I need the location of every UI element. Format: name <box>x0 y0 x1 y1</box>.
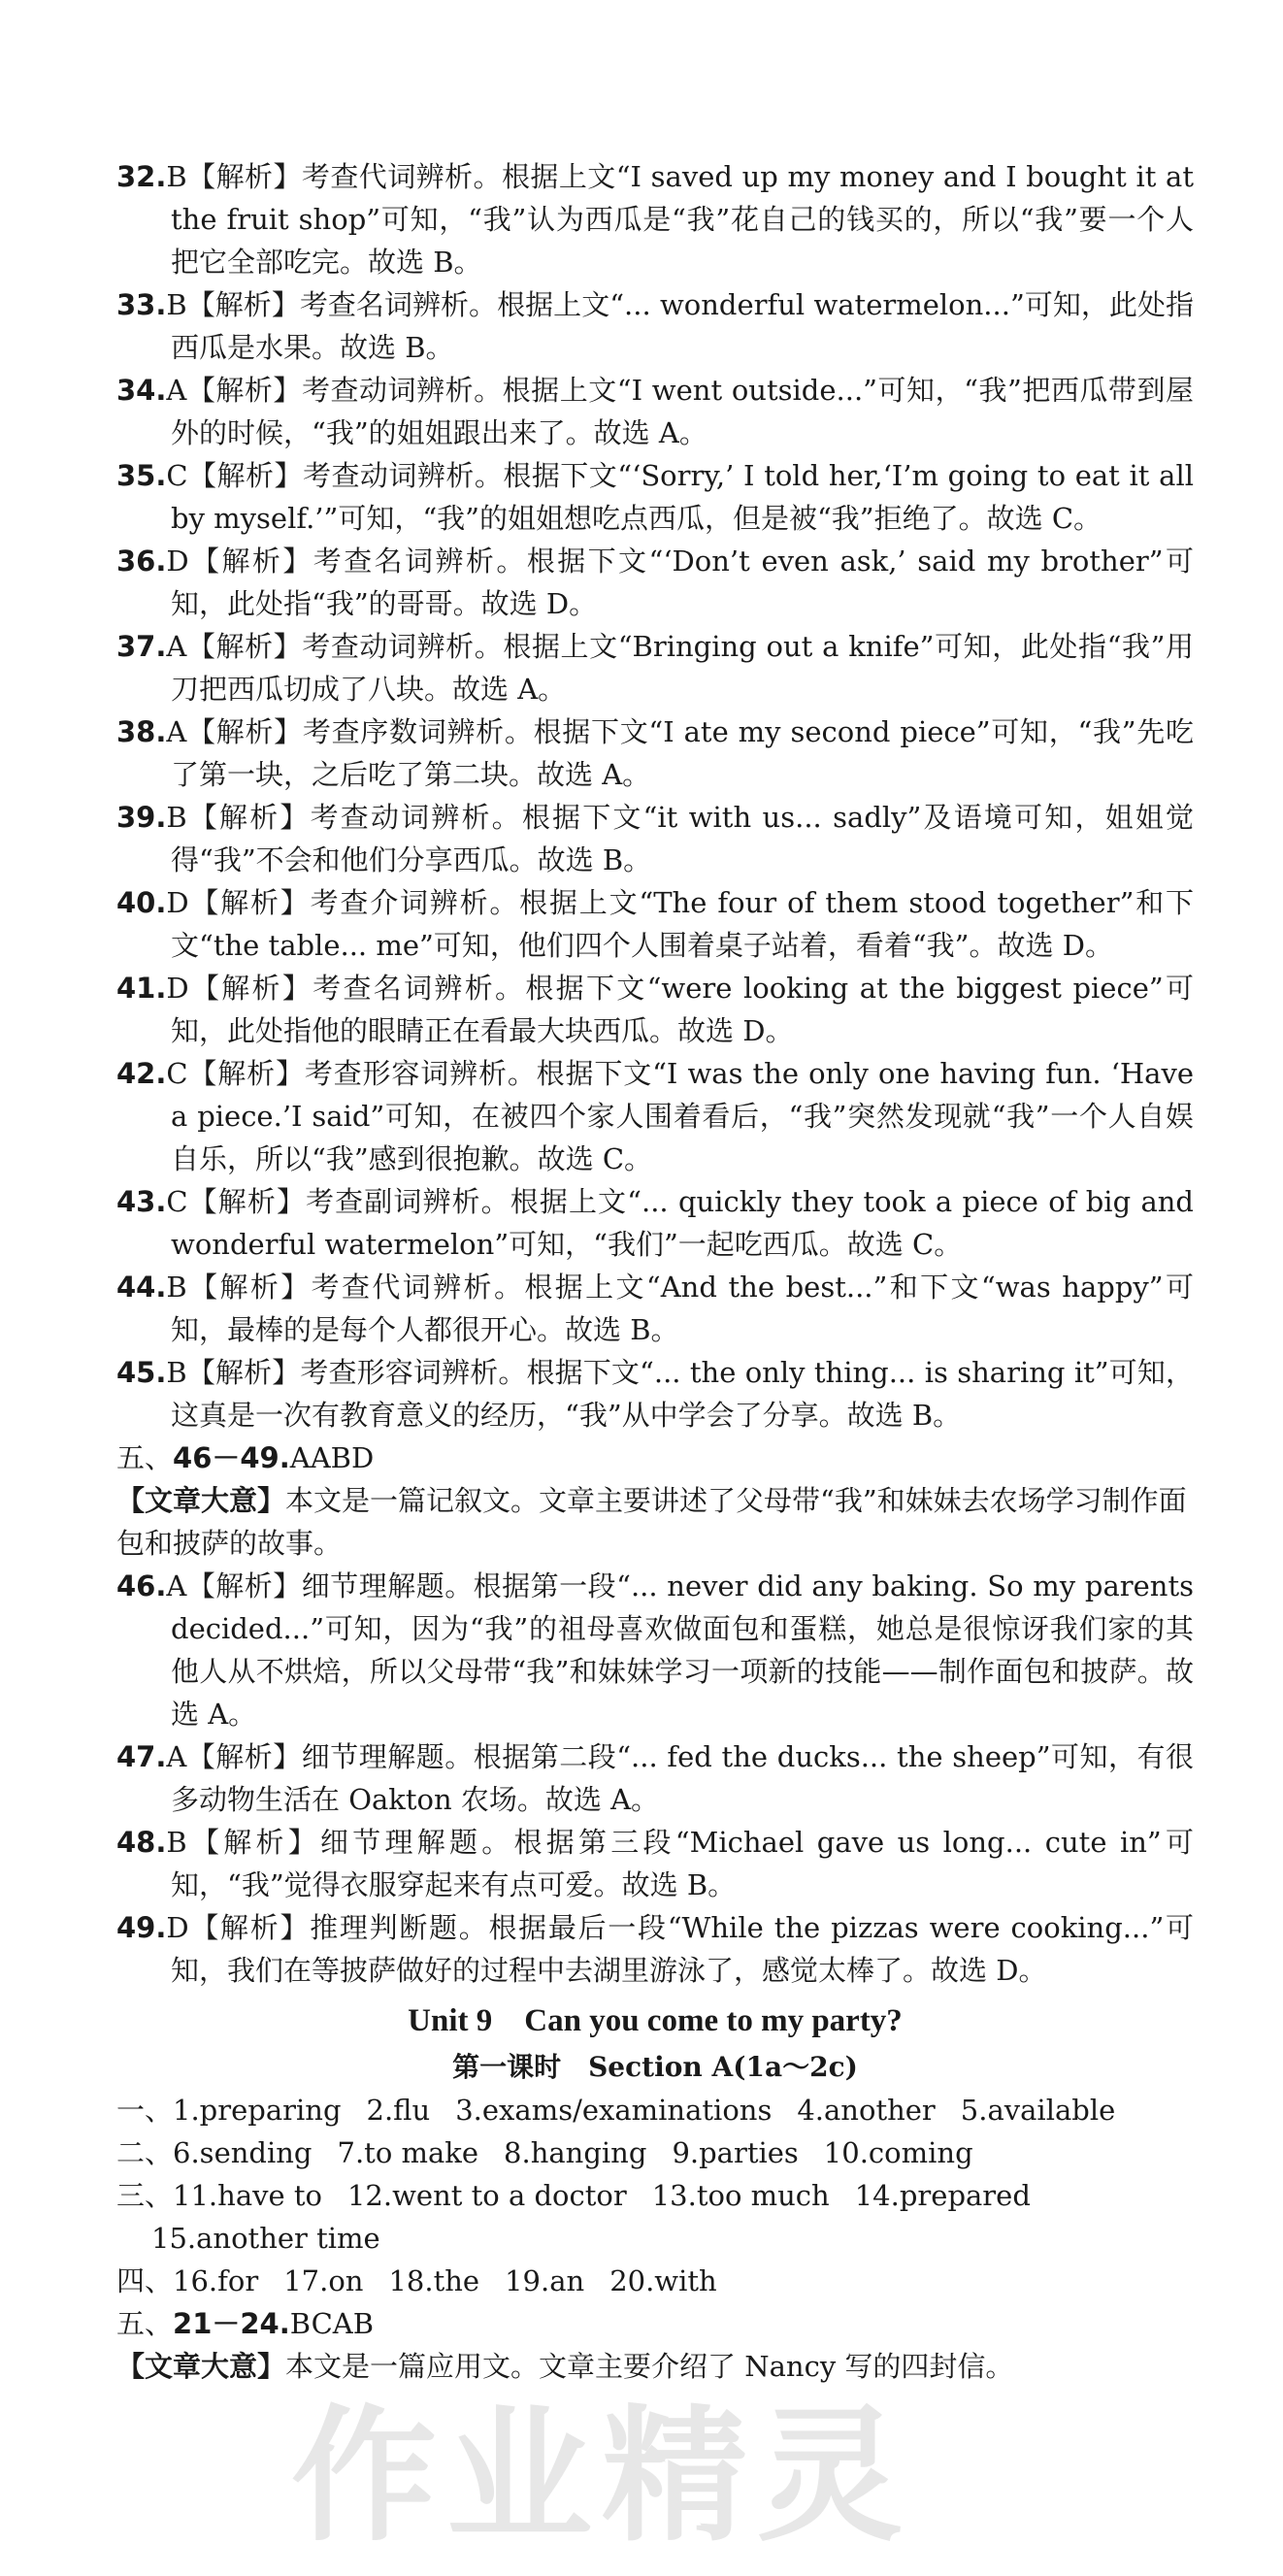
answer-item: 3.exams/examinations <box>455 2094 773 2127</box>
explanation-text: D【解析】考查介词辨析。根据上文“The four of them stood together”和下文“the table... me”可知，他们四个人围着桌子站着，看着“我”。故选 D。 <box>166 886 1194 962</box>
question-number: 42. <box>116 1057 167 1090</box>
answer-item: 10.coming <box>823 2136 973 2169</box>
explanation-text: B【解析】考查形容词辨析。根据下文“... the only thing... is sharing it”可知，这真是一次有教育意义的经历，“我”从中学会了分享。故选 B。 <box>166 1356 1194 1432</box>
explanation-item <box>116 1821 1194 1906</box>
lesson-title: 第一课时 Section A(1a～2c) <box>452 2051 858 2083</box>
answer-item: 6.sending <box>173 2136 313 2169</box>
explanation-text: A【解析】细节理解题。根据第一段“... never did any baking. So my parents decided...”可知，因为“我”的祖母喜欢做面包和蛋糕，她总是很惊讶我们家的其他人从不烘焙，所以父母带“我”和妹妹学习一项新的技能——制作面包和披萨。故选 A。 <box>166 1569 1194 1731</box>
explanation-item <box>116 796 1194 881</box>
explanation-item <box>116 967 1194 1052</box>
summary-1-tag: 【文章大意】 <box>116 1484 286 1517</box>
answer-rows <box>116 2089 1194 2302</box>
section-5b-answers <box>116 2302 1194 2345</box>
explanation-item <box>116 625 1194 710</box>
summary-2-text: 本文是一篇应用文。文章主要介绍了 Nancy 写的四封信。 <box>285 2350 1014 2383</box>
explanation-item <box>116 155 1194 283</box>
article-summary-1 <box>116 1479 1194 1565</box>
answer-item: 11.have to <box>173 2179 322 2212</box>
answer-item: 12.went to a doctor <box>346 2179 627 2212</box>
answer-item: 16.for <box>173 2264 259 2297</box>
section-5-answers <box>116 1437 1194 1479</box>
answer-item: 13.too much <box>651 2179 830 2212</box>
explanation-text: B【解析】细节理解题。根据第三段“Michael gave us long... cute in”可知，“我”觉得衣服穿起来有点可爱。故选 B。 <box>166 1826 1194 1901</box>
answer-item: 9.parties <box>672 2136 799 2169</box>
question-number: 46. <box>116 1569 167 1602</box>
section-5-range: 46－49. <box>173 1441 290 1474</box>
explanation-text: D【解析】推理判断题。根据最后一段“While the pizzas were cooking...”可知，我们在等披萨做好的过程中去湖里游泳了，感觉太棒了。故选 D。 <box>166 1911 1194 1987</box>
explanation-text: A【解析】考查序数词辨析。根据下文“I ate my second piece”可知，“我”先吃了第一块，之后吃了第二块。故选 A。 <box>166 715 1194 791</box>
answer-item: 18.the <box>388 2264 480 2297</box>
explanation-item <box>116 1266 1194 1351</box>
answer-item: 20.with <box>609 2264 717 2297</box>
answer-item: 19.an <box>505 2264 585 2297</box>
explanation-text: D【解析】考查名词辨析。根据下文“were looking at the biggest piece”可知，此处指他的眼睛正在看最大块西瓜。故选 D。 <box>166 972 1194 1047</box>
question-number: 43. <box>116 1185 167 1218</box>
answer-row-label: 四、 <box>116 2264 174 2297</box>
answer-item: 2.flu <box>366 2094 431 2127</box>
answer-row <box>116 2174 1194 2217</box>
question-number: 40. <box>116 886 167 919</box>
answer-row <box>116 2260 1194 2302</box>
answer-item: 17.on <box>283 2264 364 2297</box>
explanation-text: B【解析】考查代词辨析。根据上文“And the best...”和下文“was happy”可知，最棒的是每个人都很开心。故选 B。 <box>166 1271 1194 1346</box>
section-5b-label: 五、 <box>116 2307 174 2340</box>
explanation-text: A【解析】细节理解题。根据第二段“... fed the ducks... the sheep”可知，有很多动物生活在 Oakton 农场。故选 A。 <box>166 1740 1194 1816</box>
answer-item: 4.another <box>797 2094 936 2127</box>
answer-item: 8.hanging <box>504 2136 647 2169</box>
answer-row <box>116 2131 1194 2174</box>
question-number: 36. <box>116 545 167 578</box>
section-5b-range: 21－24. <box>173 2307 290 2340</box>
explanation-text: C【解析】考查副词辨析。根据上文“... quickly they took a piece of big and wonderful watermelon”可知，“我们”一起吃西瓜。故选 C。 <box>166 1185 1194 1261</box>
answer-item: 5.available <box>960 2094 1116 2127</box>
question-number: 49. <box>116 1911 167 1944</box>
explanation-item <box>116 881 1194 967</box>
answer-row-label: 一、 <box>116 2094 174 2127</box>
explanation-text: B【解析】考查动词辨析。根据下文“it with us... sadly”及语境可知，姐姐觉得“我”不会和他们分享西瓜。故选 B。 <box>166 801 1194 876</box>
explanation-item <box>116 540 1194 625</box>
answer-item: 7.to make <box>337 2136 479 2169</box>
explanations-32-45 <box>116 155 1194 1437</box>
explanation-item <box>116 1906 1194 1992</box>
answer-item: 14.prepared <box>854 2179 1031 2212</box>
explanation-item <box>116 1052 1194 1180</box>
question-number: 37. <box>116 630 167 663</box>
explanation-text: A【解析】考查动词辨析。根据上文“I went outside...”可知，“我”把西瓜带到屋外的时候，“我”的姐姐跟出来了。故选 A。 <box>166 374 1194 449</box>
summary-1-text: 本文是一篇记叙文。文章主要讲述了父母带“我”和妹妹去农场学习制作面包和披萨的故事。 <box>116 1484 1187 1560</box>
explanation-item <box>116 710 1194 796</box>
explanation-item <box>116 454 1194 540</box>
watermark-logo: 作业精灵 <box>291 2393 913 2561</box>
explanations-46-49 <box>116 1565 1194 1992</box>
answer-row-label: 三、 <box>116 2179 174 2212</box>
question-number: 48. <box>116 1826 167 1859</box>
question-number: 34. <box>116 374 167 407</box>
question-number: 33. <box>116 288 167 321</box>
question-number: 35. <box>116 459 167 492</box>
answer-page <box>116 155 1194 2388</box>
question-number: 39. <box>116 801 167 834</box>
question-number: 45. <box>116 1356 167 1389</box>
explanation-item <box>116 1735 1194 1821</box>
question-number: 44. <box>116 1271 167 1304</box>
explanation-text: B【解析】考查代词辨析。根据上文“I saved up my money and I bought it at the fruit shop”可知，“我”认为西瓜是“我”花自己的钱买的，所以“我”要一个人把它全部吃完。故选 B。 <box>166 160 1194 279</box>
section-5b-answers-text: BCAB <box>289 2307 375 2340</box>
summary-2-tag: 【文章大意】 <box>116 2350 286 2383</box>
unit-title: Unit 9 Can you come to my party? <box>408 2003 903 2038</box>
answer-item: 15.another time <box>151 2222 380 2255</box>
question-number: 38. <box>116 715 167 748</box>
answer-item: 1.preparing <box>173 2094 342 2127</box>
question-number: 47. <box>116 1740 167 1773</box>
explanation-item <box>116 283 1194 369</box>
explanation-text: C【解析】考查动词辨析。根据下文“‘Sorry,’ I told her,‘I’m going to eat it all by myself.’”可知，“我”的姐姐想吃点西瓜，但是被“我”拒绝了。故选 C。 <box>166 459 1194 535</box>
explanation-text: C【解析】考查形容词辨析。根据下文“I was the only one having fun. ‘Have a piece.’I said”可知，在被四个家人围着看后，“我”突然发现就“我”一个人自娱自乐，所以“我”感到很抱歉。故选 C。 <box>166 1057 1194 1175</box>
question-number: 32. <box>116 160 167 193</box>
answer-row <box>116 2217 1194 2260</box>
explanation-text: B【解析】考查名词辨析。根据上文“... wonderful watermelon...”可知，此处指西瓜是水果。故选 B。 <box>166 288 1194 364</box>
explanation-item <box>116 1180 1194 1266</box>
section-5-answers-text: AABD <box>289 1441 375 1474</box>
question-number: 41. <box>116 972 167 1005</box>
explanation-text: A【解析】考查动词辨析。根据上文“Bringing out a knife”可知，此处指“我”用刀把西瓜切成了八块。故选 A。 <box>166 630 1194 706</box>
explanation-text: D【解析】考查名词辨析。根据下文“‘Don’t even ask,’ said my brother”可知，此处指“我”的哥哥。故选 D。 <box>166 545 1194 620</box>
explanation-item <box>116 1351 1194 1437</box>
section-5-label: 五、 <box>116 1441 174 1474</box>
explanation-item <box>116 1565 1194 1735</box>
explanation-item <box>116 369 1194 454</box>
answer-row <box>116 2089 1194 2131</box>
answer-row-label: 二、 <box>116 2136 174 2169</box>
